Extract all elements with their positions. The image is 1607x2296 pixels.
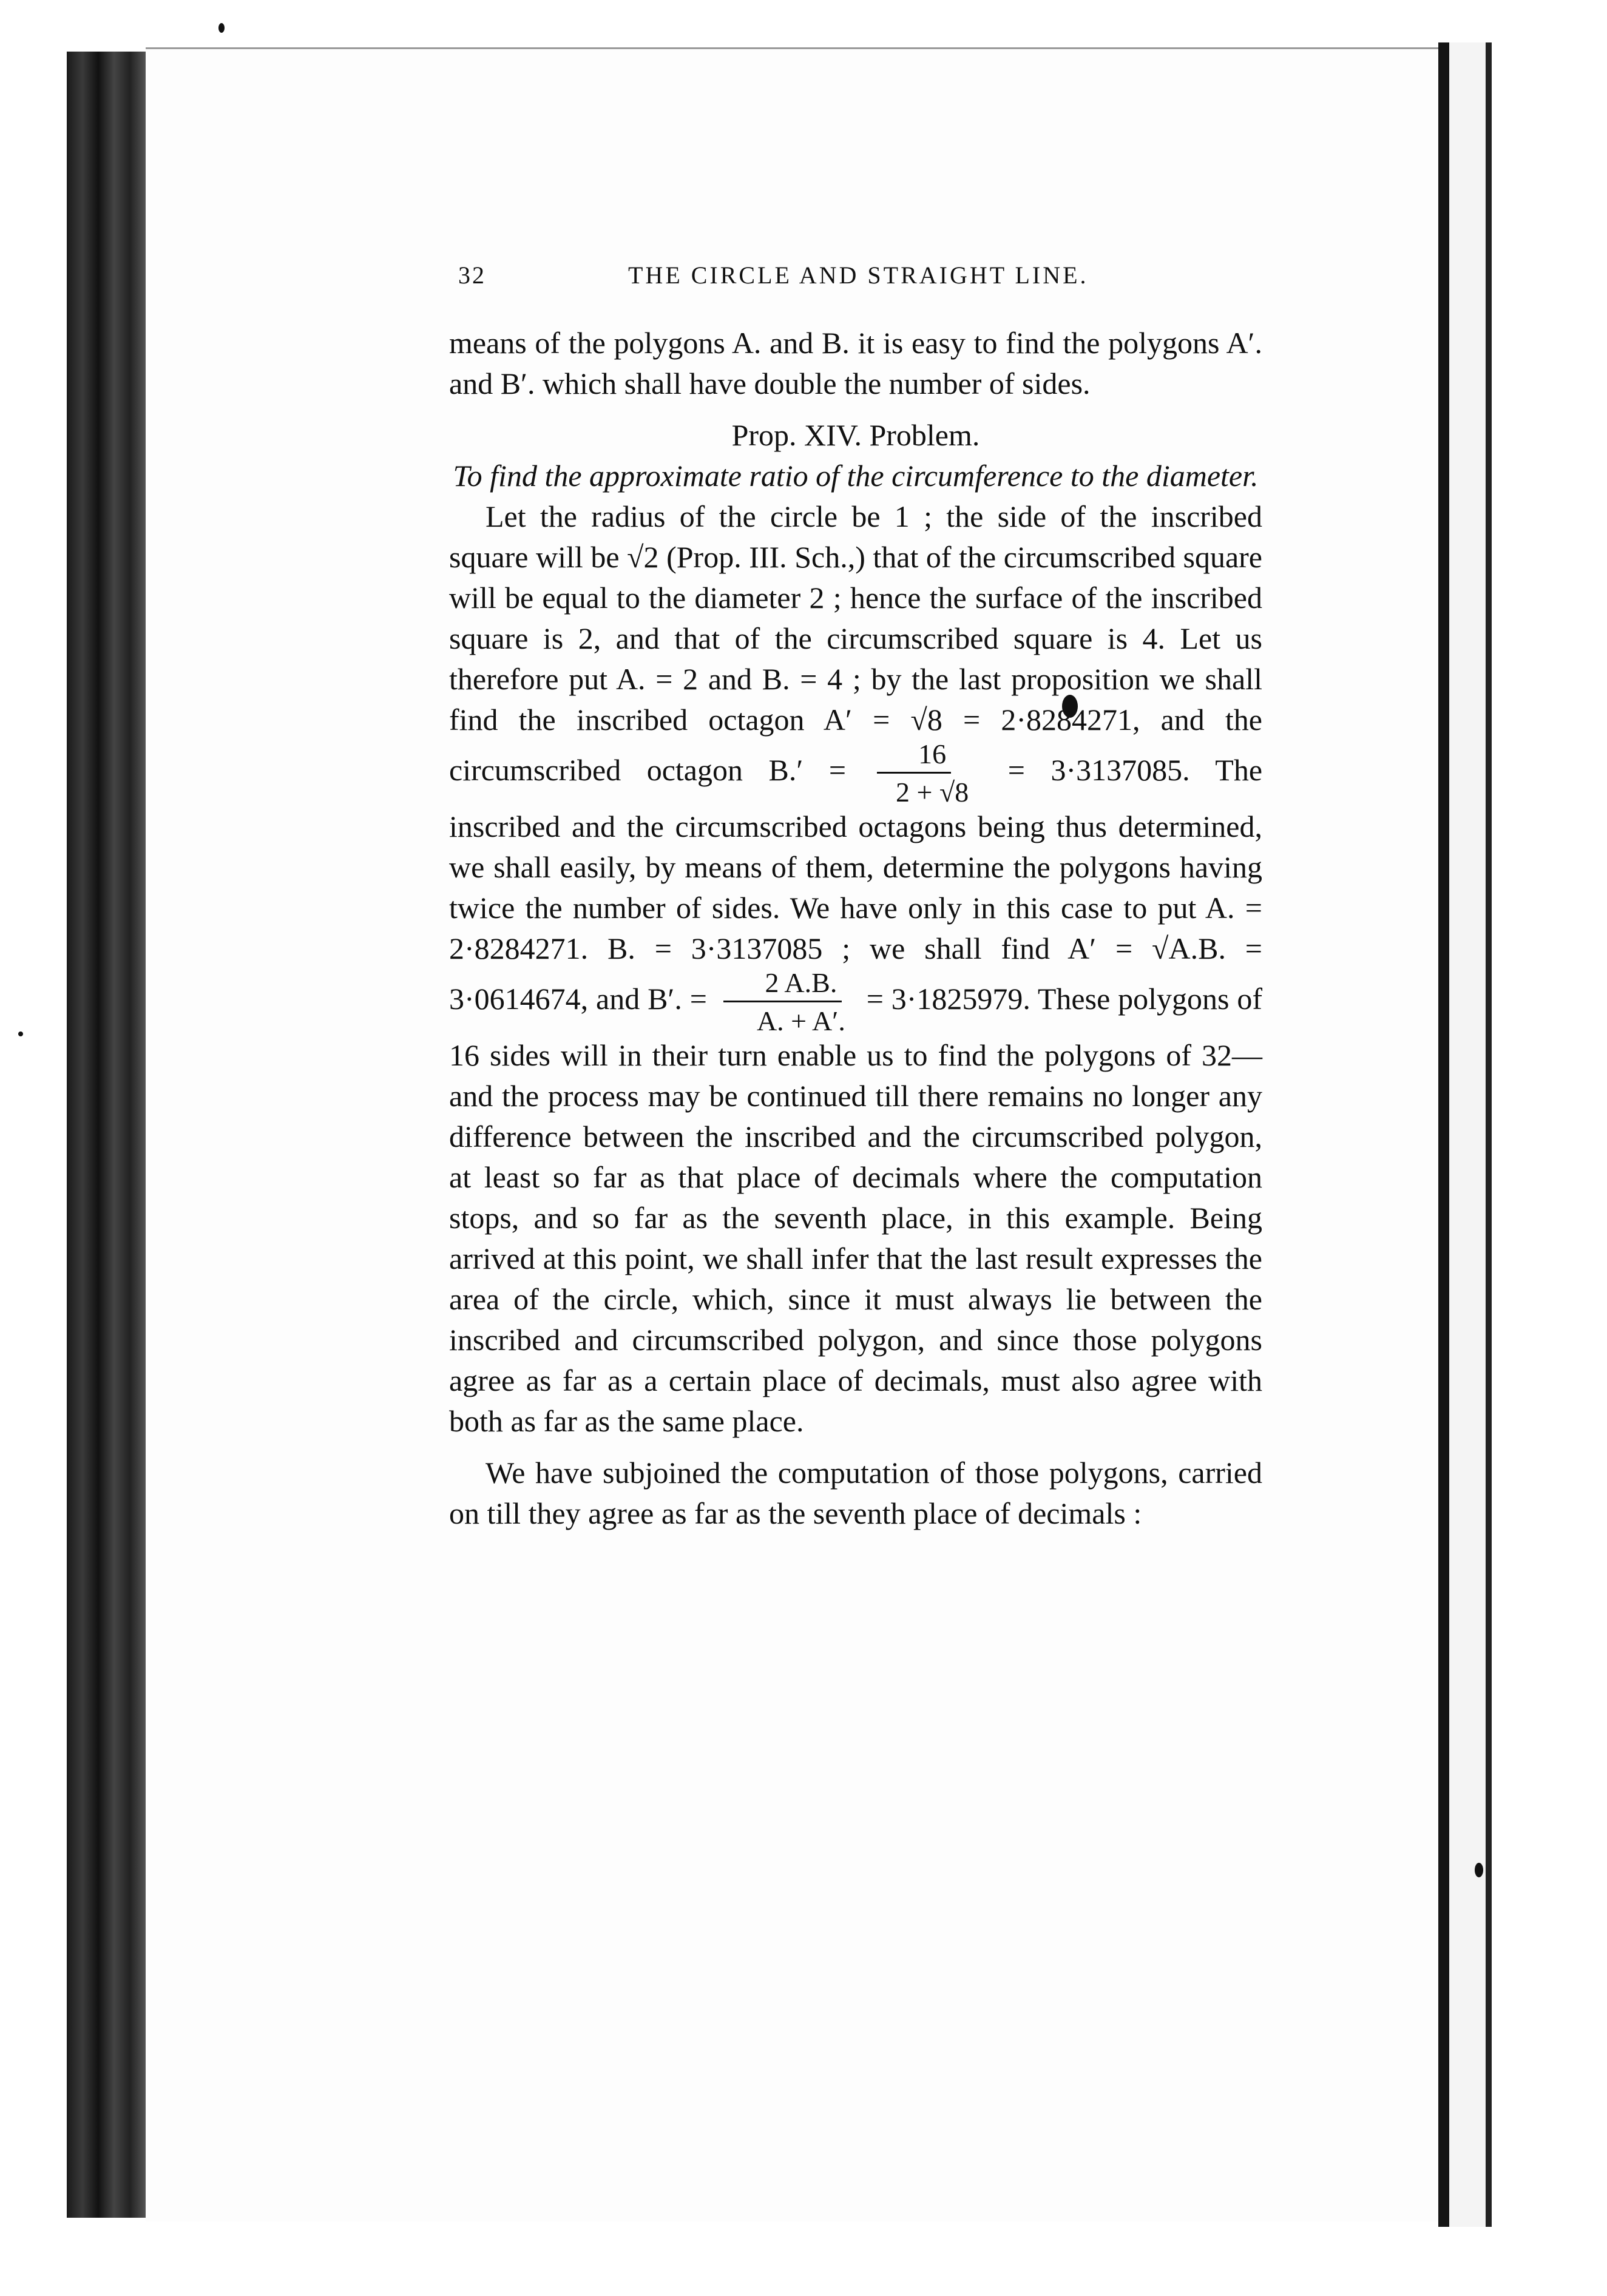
proposition-heading: Prop. XIV. Problem. <box>731 418 980 452</box>
fraction-denominator: A. + A′. <box>756 1005 845 1036</box>
proposition-statement: To find the approximate ratio of the circumference to the diameter. <box>453 459 1259 493</box>
fraction-numerator: 16 <box>877 740 951 774</box>
solution-paragraph <box>449 496 1262 1442</box>
running-head <box>458 261 1265 297</box>
solution-text-part-1: Let the radius of the circle be 1 ; the side of the inscribed square will be √2 (Prop. III. Sch.,) that of the circumscribed square will be equal to the diameter 2 ; hence the surface of the inscribed square is 2, and that of the circumscribed square is 4. Let us therefore put A. = 2 and B. = 4 ; by the last proposition we shall find the inscribed octagon A′ = √8 = 2·8284271, and the circumscribed octagon B.′ = <box>449 499 1262 787</box>
page-body <box>449 323 1262 1534</box>
book-binding-edge <box>67 52 146 2218</box>
page-number: 32 <box>458 262 486 289</box>
scan-speck <box>18 1032 23 1036</box>
computation-paragraph: We have subjoined the computation of those polygons, carried on till they agree as far as the seventh place of decimals : <box>449 1456 1262 1530</box>
next-page-edge <box>1486 42 1492 2227</box>
fraction-polygon <box>716 969 850 1035</box>
solution-text-part-3: = 3·1825979. These polygons of 16 sides will in their turn enable us to find the polygons of 32—and the process may be continued till there remains no longer any difference between the inscribed and the circumscribed polygon, at least so far as that place of decimals where the computation stops, and so far as the seventh place, in this example. Being arrived at this point, we shall infer that the last result expresses the area of the circle, which, since it must always lie between the inscribed and circumscribed polygon, and since those polygons agree as far as a certain place of decimals, must also agree with both as far as the same place. <box>449 981 1263 1438</box>
running-title: THE CIRCLE AND STRAIGHT LINE. <box>628 262 1089 289</box>
scan-speck <box>218 23 225 33</box>
scan-margin <box>0 0 67 2296</box>
solution-text-part-2: = 3·3137085. The inscribed and the circumscribed octagons being thus determined, we shall easily, by means of them, determine the polygons having twice the number of sides. We have only in this case to put A. = 2·8284271. B. = 3·3137085 ; we shall find A′ = √A.B. = 3·0614674, and B′. = <box>449 752 1263 1016</box>
fraction-denominator: 2 + √8 <box>896 777 969 808</box>
scan-speck <box>1475 1863 1483 1877</box>
intro-paragraph: means of the polygons A. and B. it is easy to find the polygons A′. and B′. which shall have double the number of sides. <box>449 326 1262 400</box>
fraction-octagon <box>854 740 973 806</box>
fraction-numerator: 2 A.B. <box>723 969 842 1002</box>
page-fold-shadow <box>1438 42 1449 2227</box>
next-page-gutter <box>1449 42 1486 2227</box>
